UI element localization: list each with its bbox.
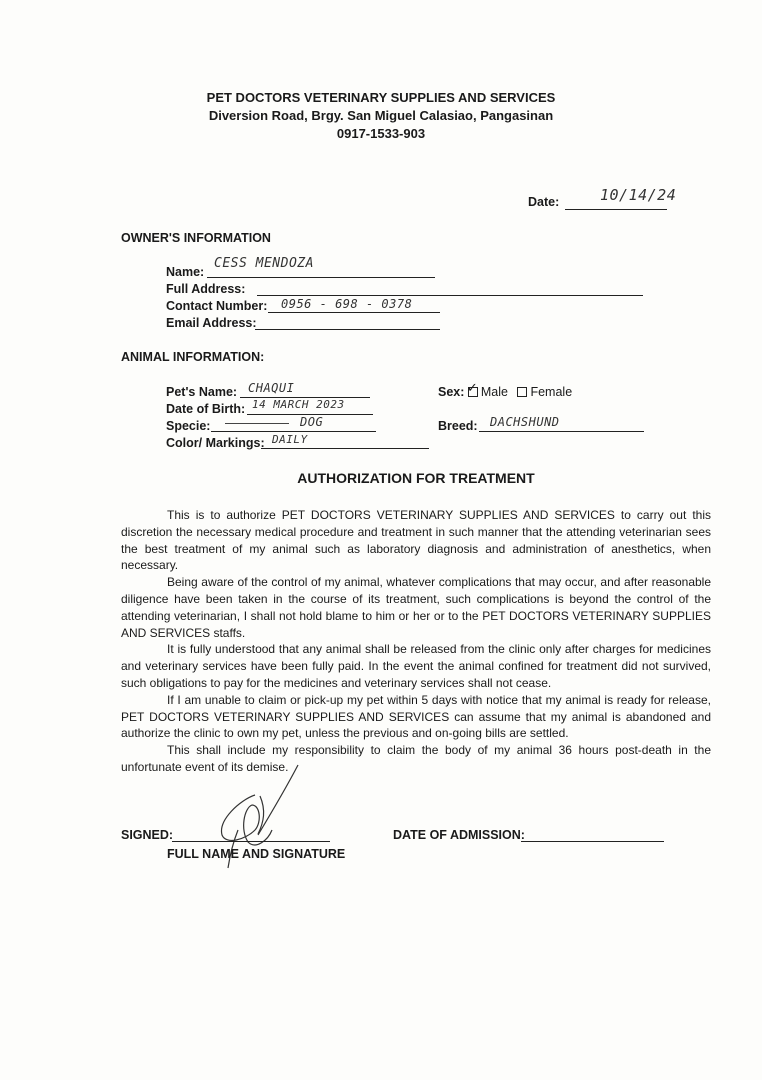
date-line bbox=[565, 209, 667, 210]
specie-value[interactable]: DOG bbox=[300, 415, 324, 429]
dob-value[interactable]: 14 MARCH 2023 bbox=[252, 398, 345, 411]
color-label: Color/ Markings: bbox=[166, 436, 265, 450]
admission-line[interactable] bbox=[521, 841, 664, 842]
owner-address-label: Full Address: bbox=[166, 282, 246, 296]
owner-name-label: Name: bbox=[166, 265, 205, 279]
authorization-title: AUTHORIZATION FOR TREATMENT bbox=[297, 470, 535, 486]
owner-contact-label: Contact Number: bbox=[166, 299, 268, 313]
paragraph: This shall include my responsibility to claim the body of my animal 36 hours post-death in the unfortunate event of its demise. bbox=[121, 743, 711, 774]
female-checkbox[interactable] bbox=[517, 387, 527, 397]
color-value[interactable]: DAILY bbox=[272, 433, 308, 446]
owner-contact-line bbox=[268, 312, 440, 313]
company-address: Diversion Road, Brgy. San Miguel Calasiao, Pangasinan bbox=[208, 108, 554, 123]
sex-label: Sex: bbox=[438, 385, 465, 399]
dob-label: Date of Birth: bbox=[166, 402, 246, 416]
paragraph: Being aware of the control of my animal, whatever complications that may occur, and after reasonable diligence have been taken in the course of its treatment, such complications is beyond the control of the attending veterinarian, I shall not hold blame to him or her or to the PET DOCTORS VETERINARY SUPPLIES AND SERVICES staffs. bbox=[121, 575, 711, 640]
specie-line bbox=[211, 431, 376, 432]
admission-label: DATE OF ADMISSION: bbox=[393, 828, 525, 842]
paragraph: It is fully understood that any animal shall be released from the clinic only after charges for medicines and veterinary services have been fully paid. In the event the animal confined for treatment did not survived, such obligations to pay for the medicines and veterinary services shall not cease. bbox=[121, 642, 711, 690]
animal-section-title: ANIMAL INFORMATION: bbox=[121, 350, 265, 364]
specie-strikeout bbox=[225, 423, 289, 424]
breed-value[interactable]: DACHSHUND bbox=[490, 415, 560, 429]
owner-address-line[interactable] bbox=[257, 295, 643, 296]
signature-line[interactable] bbox=[172, 841, 330, 842]
female-option-label: Female bbox=[530, 385, 573, 399]
signature-caption: FULL NAME AND SIGNATURE bbox=[167, 847, 346, 861]
owner-contact-value[interactable]: 0956 - 698 - 0378 bbox=[281, 297, 413, 311]
owner-name-value[interactable]: CESS MENDOZA bbox=[214, 256, 314, 271]
male-checkbox[interactable]: ✓ bbox=[466, 380, 478, 396]
date-label: Date: bbox=[528, 195, 560, 209]
company-phone: 0917-1533-903 bbox=[336, 126, 426, 141]
owner-name-line bbox=[207, 277, 435, 278]
owner-email-line[interactable] bbox=[255, 329, 440, 330]
authorization-body bbox=[121, 507, 711, 776]
male-option-label: Male bbox=[480, 385, 508, 399]
company-name: PET DOCTORS VETERINARY SUPPLIES AND SERVICES bbox=[206, 90, 556, 105]
owner-email-label: Email Address: bbox=[166, 316, 257, 330]
breed-label: Breed: bbox=[438, 419, 478, 433]
owner-section-title: OWNER'S INFORMATION bbox=[121, 231, 271, 245]
date-value[interactable]: 10/14/24 bbox=[600, 186, 677, 204]
color-line bbox=[261, 448, 429, 449]
breed-line bbox=[479, 431, 644, 432]
signed-label: SIGNED: bbox=[121, 828, 174, 842]
pet-name-label: Pet's Name: bbox=[166, 385, 238, 399]
sex-field bbox=[438, 380, 573, 399]
paragraph: This is to authorize PET DOCTORS VETERINARY SUPPLIES AND SERVICES to carry out this discretion the necessary medical procedure and treatment in such manner that the attending veterinarian sees the best treatment of my animal such as laboratory diagnosis and administration of anesthetics, when necessary. bbox=[121, 508, 711, 573]
pet-name-value[interactable]: CHAQUI bbox=[248, 381, 295, 395]
specie-label: Specie: bbox=[166, 419, 211, 433]
paragraph: If I am unable to claim or pick-up my pet within 5 days with notice that my animal is ready for release, PET DOCTORS VETERINARY SUPPLIES AND SERVICES can assume that my animal is abandoned and authorize the clinic to own my pet, unless the previous and on-going bills are settled. bbox=[121, 692, 711, 741]
